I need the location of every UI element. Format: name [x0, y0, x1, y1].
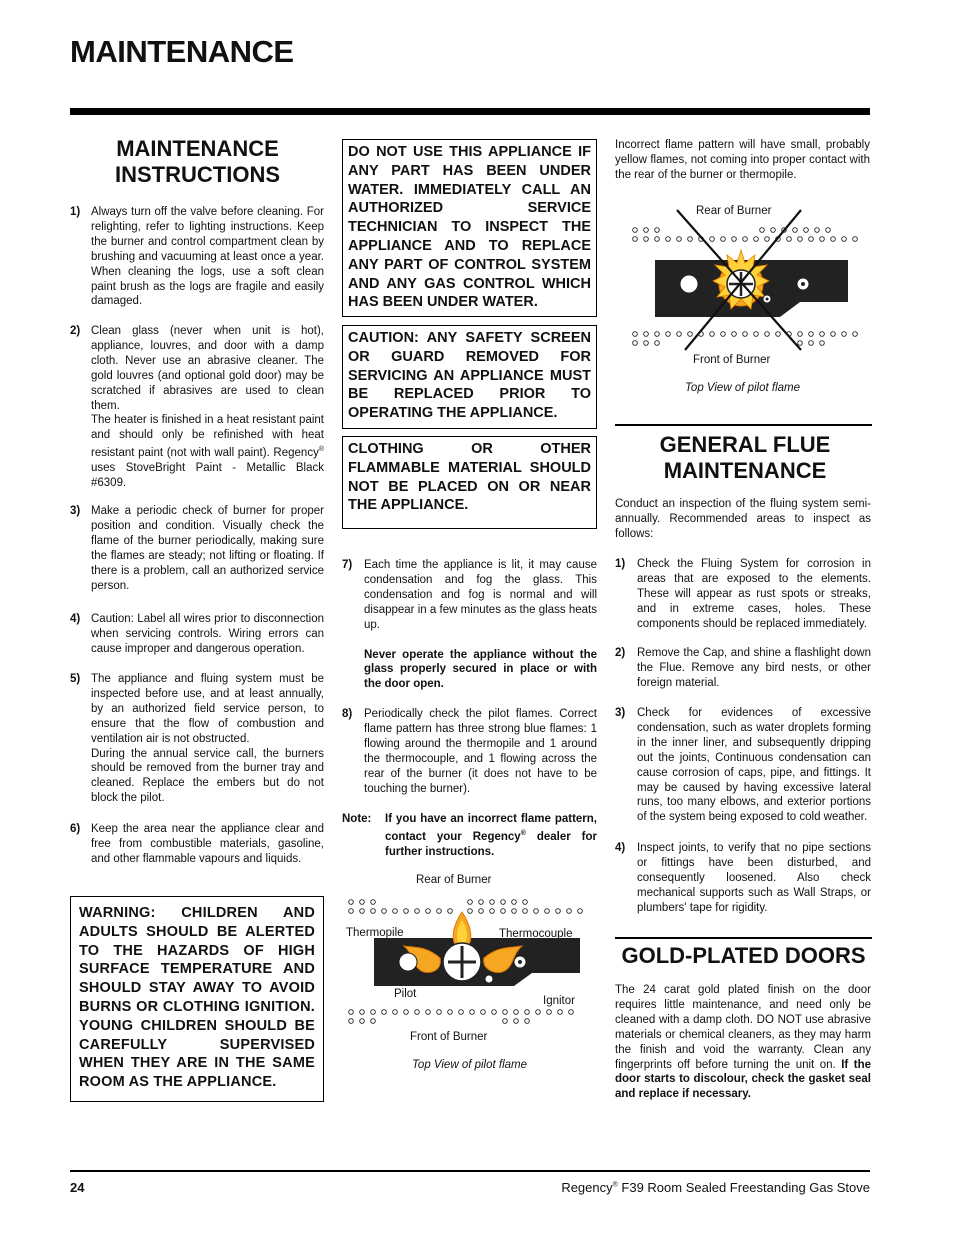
item-number: 2): [615, 647, 626, 659]
note-text: If you have an incorrect flame pattern, contact your Regency® dealer for further instructions.: [385, 813, 597, 858]
item-text: The appliance and fluing system must be inspected before use, and at least annually, by an authorized field service person, to ensure that the flow of combustion and ventilation air is not obstructed.: [91, 673, 324, 745]
page-title: MAINTENANCE: [70, 34, 294, 69]
footer-product-title: Regency® F39 Room Sealed Freestanding Gas Stove: [561, 1180, 870, 1195]
burner-ports-top: [633, 228, 858, 242]
underwater-warning-box: DO NOT USE THIS APPLIANCE IF ANY PART HAS BEEN UNDER WATER. IMMEDIATELY CALL AN AUTHORIZED SERVICE TECHNICIAN TO INSPECT THE APPLIANCE AND TO REPLACE ANY PART OF CONTROL SYSTEM AND ANY GAS CONTROL WHICH HAS BEEN UNDER WATER.: [342, 139, 597, 317]
item-number: 5): [70, 673, 81, 685]
item-text: Inspect joints, to verify that no pipe sections or fittings have been disturbed, and consequently loosened. Also check mechanical supports such as Wall Straps, or plumbers' tape for rigidity.: [637, 842, 871, 914]
list-item: [615, 841, 871, 917]
item-text: Make a periodic check of burner for proper position and condition. Visually check the flame of the burner periodically, making sure the flames are steady; not lifting or floating. If there is a problem, call an authorized service person.: [91, 505, 324, 592]
list-item: [70, 324, 324, 494]
item-number: 8): [342, 708, 353, 720]
thermopile: [399, 953, 417, 971]
burner-ports-top: [349, 900, 583, 914]
top-rule: [70, 108, 870, 115]
item-text: Check the Fluing System for corrosion in areas that are exposed to the elements. These will appear as rust spots or streaks, and in extreme cases, holes. These components should be replaced immediately.: [637, 558, 871, 630]
list-item: [70, 822, 324, 872]
item-text: Always turn off the valve before cleaning. For relighting, refer to lighting instructions. Keep the burner and control compartment clean by brushing and vacuuming at least once a year. When cleaning the logs, use a soft clean paint brush as the logs are fragile and easily damaged.: [91, 206, 324, 308]
burner-ports-bottom: [633, 332, 858, 346]
item-bold-text: Never operate the appliance without the glass properly secured in place or with the door open.: [364, 648, 597, 691]
thermopile: [680, 275, 698, 293]
diagram-caption: Top View of pilot flame: [684, 382, 801, 394]
section-rule: [615, 937, 872, 939]
note: [342, 812, 597, 862]
front-of-burner-label: Front of Burner: [693, 354, 771, 366]
note-label: Note:: [342, 813, 372, 825]
item-text: Remove the Cap, and shine a flashlight down the Flue. Remove any bird nests, or other foreign material.: [637, 647, 871, 689]
list-item: [342, 558, 597, 693]
item-number: 1): [70, 206, 81, 218]
list-item: [615, 557, 871, 633]
gold-plated-doors-heading: GOLD-PLATED DOORS: [621, 943, 866, 968]
item-text: Clean glass (never when unit is hot), appliance, louvres, and door with a damp cloth. Never use an abrasive cleaner. The gold louvres (and optional gold door) may be scratched if abrasives are used to clean them.: [91, 325, 324, 412]
incorrect-flame-diagram: [615, 205, 870, 355]
flue-intro: Conduct an inspection of the fluing system semi-annually. Recommended areas to inspect as follows:: [615, 498, 871, 540]
page-number: 24: [70, 1180, 85, 1195]
list-item: [70, 205, 324, 315]
section-rule: [615, 424, 872, 426]
burner-ports-bottom: [349, 1010, 574, 1024]
correct-flame-diagram: [342, 890, 597, 1030]
list-item: [70, 672, 324, 812]
item-number: 1): [615, 558, 626, 570]
list-item: [342, 707, 597, 802]
incorrect-flame-intro: Incorrect flame pattern will have small, probably yellow flames, not coming into proper contact with the rear of the burner or thermopile.: [615, 139, 870, 181]
safety-screen-caution-box: CAUTION: ANY SAFETY SCREEN OR GUARD REMOVED FOR SERVICING AN APPLIANCE MUST BE REPLACED PRIOR TO OPERATING THE APPLIANCE.: [342, 325, 597, 429]
ignitor: [485, 975, 493, 983]
item-text: Each time the appliance is lit, it may cause condensation and fog the glass. This condensation and fog is normal and will disappear in a few minutes as the glass heats up.: [364, 559, 597, 631]
list-item: [615, 646, 871, 692]
list-item: [70, 504, 324, 594]
item-text: Periodically check the pilot flames. Correct flame pattern has three strong blue flames: 1 flowing around the thermopile and 1 around the thermocouple, and 1 flowing across the rear of the burner (it does not have to be touching the burner).: [364, 708, 597, 795]
thermopile-label: Thermopile: [346, 927, 404, 939]
rear-of-burner-label: Rear of Burner: [696, 205, 772, 217]
item-text: The heater is finished in a heat resistant paint and should only be refinished with heat resistant paint (not with wall paint). Regency® uses StoveBright Paint - Metallic Black #6309.: [91, 414, 324, 489]
item-number: 2): [70, 325, 81, 337]
diagram-caption: Top View of pilot flame: [411, 1059, 528, 1071]
general-flue-heading: GENERAL FLUE MAINTENANCE: [659, 432, 831, 483]
gold-doors-text: The 24 carat gold plated finish on the door requires little maintenance, and need only be cleaned with a damp cloth. DO NOT use abrasive materials or chemical cleaners, as they may harm the finish and void the warranty. Clean any fingerprints off before turning the unit on. If the door starts to discolour, check the gasket seal and replace if necessary.: [615, 984, 872, 1101]
item-number: 4): [615, 842, 626, 854]
item-text: Keep the area near the appliance clear and free from combustible materials, gasoline, and other flammable vapours and liquids.: [91, 823, 324, 865]
front-of-burner-label: Front of Burner: [410, 1031, 488, 1043]
item-number: 4): [70, 613, 81, 625]
maintenance-instructions-heading: MAINTENANCE INSTRUCTIONS: [115, 136, 280, 187]
warning-box: WARNING: CHILDREN AND ADULTS SHOULD BE ALERTED TO THE HAZARDS OF HIGH SURFACE TEMPERATURE AND SHOULD STAY AWAY TO AVOID BURNS OR CLOTHING IGNITION. YOUNG CHILDREN SHOULD BE CAREFULLY SUPERVISED WHEN THEY ARE IN THE SAME ROOM AS THE APPLIANCE.: [70, 896, 324, 1102]
item-number: 3): [70, 505, 81, 517]
ignitor-label: Ignitor: [543, 995, 575, 1007]
item-text: During the annual service call, the burners should be removed from the burner tray and cleaned. Replace the embers but do not block the pilot.: [91, 747, 324, 805]
item-number: 7): [342, 559, 353, 571]
thermocouple-label: Thermocouple: [499, 928, 573, 940]
pilot-label: Pilot: [394, 988, 417, 1000]
item-number: 6): [70, 823, 81, 835]
item-text: Check for evidences of excessive condensation, such as water droplets forming in the inner liner, and subsequently dripping out the joints, Continuous condensation can cause corrosion of caps, pipe, and fittings. It may be caused by having excessive lateral runs, too many elbows, and exterior portions of the system being exposed to cold weather.: [637, 707, 871, 824]
item-number: 3): [615, 707, 626, 719]
rear-of-burner-label: Rear of Burner: [416, 874, 492, 886]
list-item: [615, 706, 871, 828]
list-item: [70, 612, 324, 662]
flammable-material-box: CLOTHING OR OTHER FLAMMABLE MATERIAL SHOULD NOT BE PLACED ON OR NEAR THE APPLIANCE.: [342, 436, 597, 529]
item-text: Caution: Label all wires prior to disconnection when servicing controls. Wiring errors can cause improper and dangerous operation.: [91, 613, 324, 655]
bottom-rule: [70, 1170, 870, 1172]
